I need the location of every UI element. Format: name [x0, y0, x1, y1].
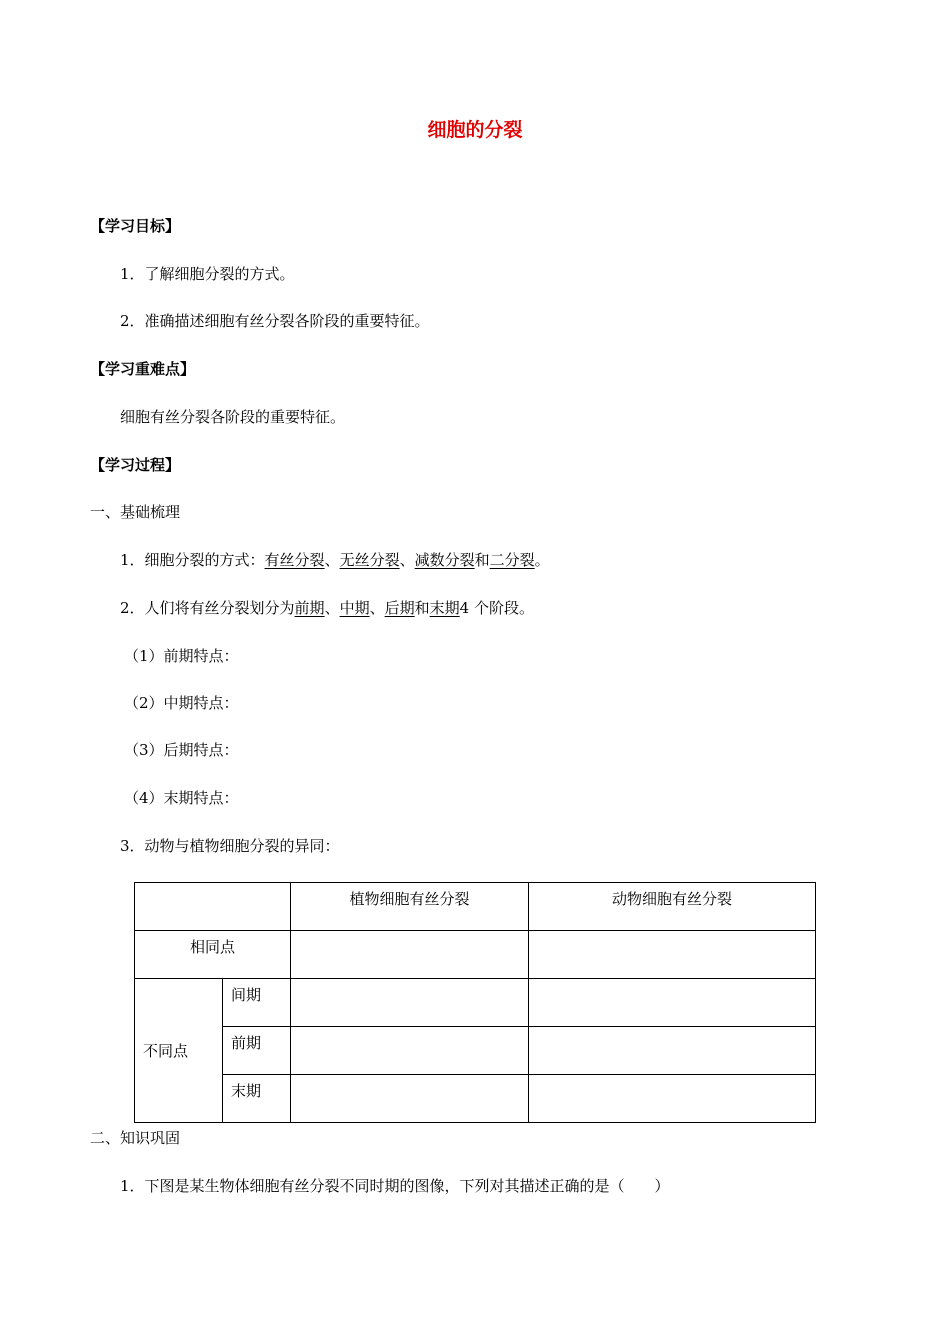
- table-row: [135, 1027, 816, 1075]
- answer-meiosis: 减数分裂: [414, 551, 475, 569]
- separator: 、: [324, 599, 340, 617]
- telophase-features: （4）末期特点：: [124, 789, 239, 807]
- table-row: [135, 931, 816, 979]
- key-points-text: 细胞有丝分裂各阶段的重要特征。: [120, 408, 346, 426]
- table-row: [135, 979, 816, 1027]
- table-cell[interactable]: [529, 1027, 816, 1075]
- goal-item-2: 2．准确描述细胞有丝分裂各阶段的重要特征。: [120, 312, 430, 330]
- part1-heading: 一、基础梳理: [90, 503, 181, 521]
- table-row: [135, 883, 816, 931]
- anaphase-features: （3）后期特点：: [124, 741, 239, 759]
- answer-telophase: 末期: [429, 599, 460, 617]
- answer-metaphase: 中期: [339, 599, 370, 617]
- sub-label-prophase: 前期: [223, 1027, 291, 1075]
- goals-heading: 【学习目标】: [90, 217, 181, 235]
- table-cell[interactable]: [291, 931, 529, 979]
- answer-prophase: 前期: [294, 599, 325, 617]
- exercise-1: 1．下图是某生物体细胞有丝分裂不同时期的图像，下列对其描述正确的是（ ）: [120, 1177, 670, 1195]
- key-points-heading: 【学习重难点】: [90, 360, 196, 378]
- process-heading: 【学习过程】: [90, 456, 181, 474]
- question-division-methods: [120, 550, 550, 570]
- row-label-similarities: 相同点: [135, 931, 291, 979]
- question-mitosis-stages: [120, 598, 534, 618]
- answer-binary-fission: 二分裂: [489, 551, 535, 569]
- separator: 、: [369, 599, 385, 617]
- answer-anaphase: 后期: [384, 599, 415, 617]
- comparison-table: [134, 882, 816, 1123]
- separator: 、: [399, 551, 415, 569]
- sentence-end: 4 个阶段。: [459, 599, 534, 617]
- table-cell[interactable]: [529, 1075, 816, 1123]
- answer-mitosis: 有丝分裂: [264, 551, 325, 569]
- prophase-features: （1）前期特点：: [124, 647, 239, 665]
- table-row: [135, 1075, 816, 1123]
- q2-prefix: 2．人们将有丝分裂划分为: [120, 599, 295, 617]
- q1-prefix: 1．细胞分裂的方式：: [120, 551, 265, 569]
- sub-label-interphase: 间期: [223, 979, 291, 1027]
- sub-label-telophase: 末期: [223, 1075, 291, 1123]
- table-corner-cell: [135, 883, 291, 931]
- part2-heading: 二、知识巩固: [90, 1129, 181, 1147]
- question-comparison: 3．动物与植物细胞分裂的异同：: [120, 837, 340, 855]
- separator: 、: [324, 551, 340, 569]
- table-cell[interactable]: [291, 1027, 529, 1075]
- sentence-end: 。: [534, 551, 550, 569]
- table-cell[interactable]: [529, 931, 816, 979]
- page-title: 细胞的分裂: [427, 119, 523, 141]
- table-cell[interactable]: [529, 979, 816, 1027]
- answer-amitosis: 无丝分裂: [339, 551, 400, 569]
- separator: 和: [414, 599, 430, 617]
- header-plant-mitosis: 植物细胞有丝分裂: [291, 883, 529, 931]
- metaphase-features: （2）中期特点：: [124, 694, 239, 712]
- goal-item-1: 1．了解细胞分裂的方式。: [120, 265, 295, 283]
- separator: 和: [474, 551, 490, 569]
- header-animal-mitosis: 动物细胞有丝分裂: [529, 883, 816, 931]
- table-cell[interactable]: [291, 1075, 529, 1123]
- row-label-differences: 不同点: [135, 979, 223, 1123]
- table-cell[interactable]: [291, 979, 529, 1027]
